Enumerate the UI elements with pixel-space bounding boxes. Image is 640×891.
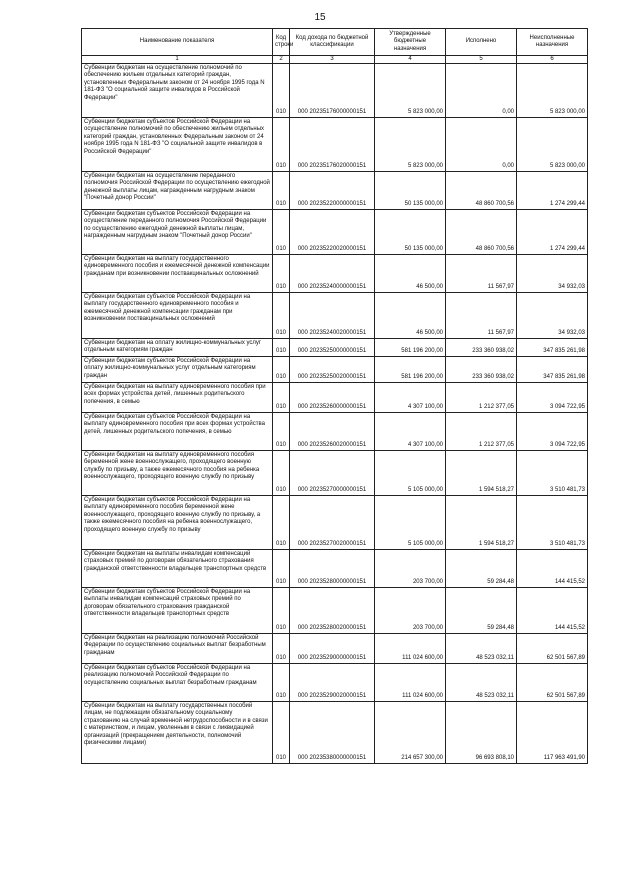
row-unexecuted: 347 835 261,98: [517, 357, 588, 383]
row-executed: 1 594 518,27: [446, 451, 517, 496]
row-name: Субвенции бюджетам на выплату единовременного пособия беременной жене военнослужащего, проходящего военную службу по призыву, а также ежемесячного пособия на ребенка военнослужащего, проходящего военную службу по призыву: [82, 451, 273, 496]
row-unexecuted: 34 932,03: [517, 255, 588, 293]
row-executed: 1 594 518,27: [446, 496, 517, 550]
row-executed: 48 523 032,11: [446, 634, 517, 664]
row-unexecuted: 347 835 261,98: [517, 339, 588, 357]
row-revenue-code: 000 20235280020000151: [290, 588, 375, 634]
row-executed: 1 212 377,05: [446, 383, 517, 413]
row-executed: 48 523 032,11: [446, 664, 517, 702]
header-name: Наименование показателя: [82, 29, 273, 56]
row-approved: 111 024 600,00: [375, 664, 446, 702]
budget-report-table: [81, 28, 588, 764]
table-row: [82, 588, 588, 634]
row-code: 010: [273, 118, 290, 172]
row-name: Субвенции бюджетам на реализацию полномочий Российской Федерации по осуществлению социальных выплат безработным гражданам: [82, 634, 273, 664]
header-kd: Код дохода по бюджетной классификации: [290, 29, 375, 56]
row-approved: 50 135 000,00: [375, 210, 446, 255]
table-row: [82, 634, 588, 664]
table-row: [82, 64, 588, 118]
row-code: 010: [273, 413, 290, 451]
row-unexecuted: 34 932,03: [517, 293, 588, 339]
row-name: Субвенции бюджетам на выплату государственных пособий лицам, не подлежащим обязательному социальному страхованию на случай временной нетрудоспособности и в связи с материнством, и лицам, уволенным в связи с ликвидацией организаций (прекращением деятельности, полномочий физическими лицами): [82, 702, 273, 764]
table-row: [82, 357, 588, 383]
header-code: Код строки: [273, 29, 290, 56]
row-code: 010: [273, 588, 290, 634]
row-approved: 5 823 000,00: [375, 64, 446, 118]
row-code: 010: [273, 255, 290, 293]
header-executed: Исполнено: [446, 29, 517, 56]
header-approved: Утвержденные бюджетные назначения: [375, 29, 446, 56]
row-revenue-code: 000 20235176020000151: [290, 118, 375, 172]
row-name: Субвенции бюджетам субъектов Российской Федерации на реализацию полномочий Российской Федерации по осуществлению социальных выплат безработным гражданам: [82, 664, 273, 702]
row-approved: 50 135 000,00: [375, 172, 446, 210]
row-unexecuted: 144 415,52: [517, 588, 588, 634]
row-code: 010: [273, 702, 290, 764]
column-number: 1: [82, 56, 273, 64]
row-code: 010: [273, 664, 290, 702]
table-row: [82, 210, 588, 255]
row-name: Субвенции бюджетам на выплаты инвалидам компенсаций страховых премий по договорам обязательного страхования гражданской ответственности владельцев транспортных средств: [82, 550, 273, 588]
row-revenue-code: 000 20235380000000151: [290, 702, 375, 764]
row-revenue-code: 000 20235240020000151: [290, 293, 375, 339]
row-unexecuted: 62 501 567,89: [517, 664, 588, 702]
table-row: [82, 255, 588, 293]
row-name: Субвенции бюджетам на оплату жилищно-коммунальных услуг отдельным категориям граждан: [82, 339, 273, 357]
row-unexecuted: 1 274 299,44: [517, 172, 588, 210]
row-unexecuted: 3 510 481,73: [517, 496, 588, 550]
row-executed: 0,00: [446, 118, 517, 172]
row-code: 010: [273, 210, 290, 255]
row-revenue-code: 000 20235290000000151: [290, 634, 375, 664]
row-name: Субвенции бюджетам субъектов Российской Федерации на выплату единовременного пособия при всех формах устройства детей, лишенных родительского попечения, в семью: [82, 413, 273, 451]
row-executed: 48 860 700,56: [446, 210, 517, 255]
row-unexecuted: 3 094 722,95: [517, 413, 588, 451]
row-unexecuted: 3 094 722,95: [517, 383, 588, 413]
header-row: [82, 29, 588, 56]
column-number: 5: [446, 56, 517, 64]
table-row: [82, 550, 588, 588]
row-executed: 96 693 808,10: [446, 702, 517, 764]
row-code: 010: [273, 383, 290, 413]
row-executed: 1 212 377,05: [446, 413, 517, 451]
row-unexecuted: 62 501 567,89: [517, 634, 588, 664]
table-row: [82, 383, 588, 413]
row-code: 010: [273, 357, 290, 383]
row-unexecuted: 1 274 299,44: [517, 210, 588, 255]
row-unexecuted: 117 963 491,90: [517, 702, 588, 764]
row-code: 010: [273, 496, 290, 550]
row-code: 010: [273, 339, 290, 357]
row-executed: 11 567,97: [446, 255, 517, 293]
column-number: 6: [517, 56, 588, 64]
row-approved: 581 196 200,00: [375, 357, 446, 383]
row-revenue-code: 000 20235240000000151: [290, 255, 375, 293]
row-approved: 5 105 000,00: [375, 496, 446, 550]
table-row: [82, 496, 588, 550]
row-name: Субвенции бюджетам субъектов Российской Федерации на выплату государственного единовременного пособия и ежемесячной денежной компенсации гражданам при возникновении поствакцинальных осложнений: [82, 293, 273, 339]
column-number: 3: [290, 56, 375, 64]
row-unexecuted: 144 415,52: [517, 550, 588, 588]
row-name: Субвенции бюджетам на выплату единовременного пособия при всех формах устройства детей, лишенных родительского попечения, в семью: [82, 383, 273, 413]
row-unexecuted: 5 823 000,00: [517, 64, 588, 118]
row-revenue-code: 000 20235250020000151: [290, 357, 375, 383]
row-approved: 5 823 000,00: [375, 118, 446, 172]
row-approved: 203 700,00: [375, 588, 446, 634]
table-row: [82, 451, 588, 496]
row-revenue-code: 000 20235220020000151: [290, 210, 375, 255]
row-approved: 4 307 100,00: [375, 413, 446, 451]
row-executed: 233 360 938,02: [446, 339, 517, 357]
row-code: 010: [273, 172, 290, 210]
row-executed: 48 860 700,56: [446, 172, 517, 210]
row-code: 010: [273, 550, 290, 588]
header-unexecuted: Неисполненные назначения: [517, 29, 588, 56]
row-executed: 11 567,97: [446, 293, 517, 339]
row-revenue-code: 000 20235220000000151: [290, 172, 375, 210]
row-code: 010: [273, 64, 290, 118]
row-approved: 581 196 200,00: [375, 339, 446, 357]
row-approved: 5 105 000,00: [375, 451, 446, 496]
row-name: Субвенции бюджетам на осуществление полномочий по обеспечению жильем отдельных категорий граждан, установленных Федеральным законом от 24 ноября 1995 года N 181-ФЗ "О социальной защите инвалидов в Российской Федерации": [82, 64, 273, 118]
row-name: Субвенции бюджетам субъектов Российской Федерации на осуществление переданного полномочия Российской Федерации по осуществлению ежегодной денежной выплаты лицам, награжденным нагрудным знаком "Почетный донор России": [82, 210, 273, 255]
table-row: [82, 702, 588, 764]
row-revenue-code: 000 20235250000000151: [290, 339, 375, 357]
row-revenue-code: 000 20235270000000151: [290, 451, 375, 496]
table-row: [82, 339, 588, 357]
row-executed: 233 360 938,02: [446, 357, 517, 383]
table-row: [82, 413, 588, 451]
table-row: [82, 172, 588, 210]
row-unexecuted: 5 823 000,00: [517, 118, 588, 172]
row-approved: 46 500,00: [375, 293, 446, 339]
row-revenue-code: 000 20235270020000151: [290, 496, 375, 550]
row-executed: 0,00: [446, 64, 517, 118]
row-code: 010: [273, 451, 290, 496]
row-name: Субвенции бюджетам на осуществление переданного полномочия Российской Федерации по осуществлению ежегодной денежной выплаты лицам, награжденным нагрудным знаком "Почетный донор России": [82, 172, 273, 210]
row-revenue-code: 000 20235260020000151: [290, 413, 375, 451]
row-revenue-code: 000 20235280000000151: [290, 550, 375, 588]
row-name: Субвенции бюджетам субъектов Российской Федерации на выплату единовременного пособия беременной жене военнослужащего, проходящего военную службу по призыву, а также ежемесячного пособия на ребенка военнослужащего, проходящего военную службу по призыву: [82, 496, 273, 550]
table-row: [82, 118, 588, 172]
table-row: [82, 664, 588, 702]
row-revenue-code: 000 20235176000000151: [290, 64, 375, 118]
column-number: 2: [273, 56, 290, 64]
row-code: 010: [273, 634, 290, 664]
column-number: 4: [375, 56, 446, 64]
row-executed: 59 284,48: [446, 588, 517, 634]
row-name: Субвенции бюджетам субъектов Российской Федерации на осуществление полномочий по обеспечению жильем отдельных категорий граждан, установленных Федеральным законом от 24 ноября 1995 года N 181-ФЗ "О социальной защите инвалидов в Российской Федерации": [82, 118, 273, 172]
row-approved: 214 657 300,00: [375, 702, 446, 764]
row-name: Субвенции бюджетам субъектов Российской Федерации на выплаты инвалидам компенсаций страховых премий по договорам обязательного страхования гражданской ответственности владельцев транспортных средств: [82, 588, 273, 634]
row-code: 010: [273, 293, 290, 339]
row-approved: 4 307 100,00: [375, 383, 446, 413]
page-number: 15: [314, 12, 326, 23]
row-executed: 59 284,48: [446, 550, 517, 588]
row-approved: 46 500,00: [375, 255, 446, 293]
row-approved: 111 024 600,00: [375, 634, 446, 664]
column-numbers-row: [82, 56, 588, 64]
row-unexecuted: 3 510 481,73: [517, 451, 588, 496]
row-revenue-code: 000 20235290020000151: [290, 664, 375, 702]
table-row: [82, 293, 588, 339]
row-name: Субвенции бюджетам на выплату государственного единовременного пособия и ежемесячной денежной компенсации гражданам при возникновении поствакцинальных осложнений: [82, 255, 273, 293]
row-revenue-code: 000 20235260000000151: [290, 383, 375, 413]
row-approved: 203 700,00: [375, 550, 446, 588]
row-name: Субвенции бюджетам субъектов Российской Федерации на оплату жилищно-коммунальных услуг отдельным категориям граждан: [82, 357, 273, 383]
